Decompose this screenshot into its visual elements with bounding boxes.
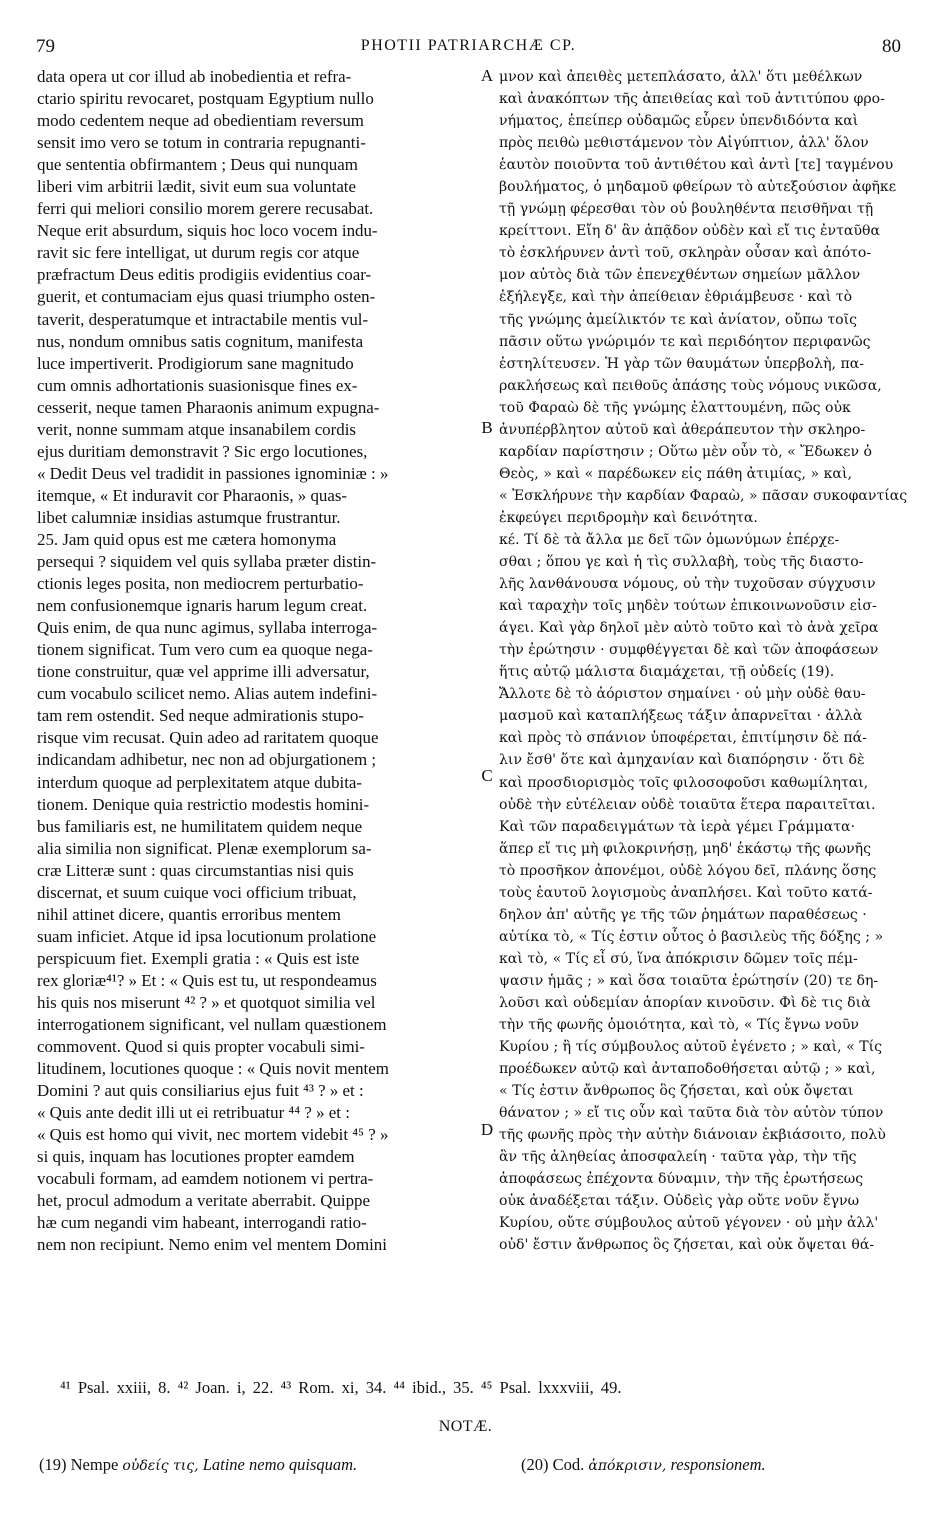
note-19-greek: οὐδείς τις, xyxy=(122,1458,199,1474)
running-title: PHOTII PATRIARCHÆ CP. xyxy=(360,37,577,54)
latin-text-line: ctario spiritu revocaret, postquam Egyptium nullo xyxy=(37,89,374,109)
latin-text-line: Neque erit absurdum, siquis hoc loco vocem indu- xyxy=(37,221,378,241)
latin-text-line: discernat, et suum cuique voci officium tribuat, xyxy=(37,882,357,902)
latin-text-line: nem confusionemque ignaris harum legum creat. xyxy=(37,596,368,616)
latin-text-line: tione construitur, quæ vel apprime illi adversatur, xyxy=(37,662,370,682)
latin-text-line: sensit imo vero se totum in contraria repugnanti- xyxy=(37,133,366,153)
greek-text-line: ἐκφεύγει περιδρομὴν καὶ δεινότητα. xyxy=(499,509,758,526)
greek-text-line: ἀνυπέρβλητον αὐτοῦ καὶ ἀθεράπευτον τὴν σκληρο- xyxy=(499,421,866,438)
greek-text-line: τοῦ Φαραὼ δὲ τῆς γνώμης ἐλαττουμένη, πῶς οὐκ xyxy=(499,399,851,416)
greek-text-line: τῆς γνώμης ἀμείλικτόν τε καὶ ἀνίατον, οὔπω τοῖς xyxy=(499,311,858,328)
greek-text-line: τὸ προσῆκον ἀπονέμοι, οὐδὲ λόγου δεῖ, πλάνης ὅσης xyxy=(499,862,877,879)
greek-text-line: ἐξήλεγξε, καὶ τὴν ἀπείθειαν ἐθριάμβευσε · καὶ τὸ xyxy=(499,289,853,306)
latin-text-line: interdum quoque ad perplexitatem atque dubita- xyxy=(37,772,363,792)
latin-text-line: hæ cum negandi vim habeant, interrogandi ratio- xyxy=(37,1213,367,1233)
greek-text-line: οὐδὲ τὴν εὐτέλειαν οὐδὲ τοιαῦτα ἕτερα παραιτεῖται. xyxy=(499,796,876,813)
greek-text-line: οὐκ ἀναδέξεται τάξιν. Οὐδεὶς γὰρ οὔτε νοῦν ἔγνω xyxy=(499,1193,860,1210)
greek-text-line: ἀποφάσεως ἐπέχοντα δύναμιν, τὴν τῆς ἐρωτήσεως xyxy=(499,1171,864,1188)
greek-text-line: προέδωκεν αὐτῷ καὶ ἀνταποδοθήσεται αὐτῷ ; » καὶ, xyxy=(499,1061,876,1078)
greek-text-line: τὸ ἐσκλήρυνεν ἀντὶ τοῦ, σκληρὰν οὖσαν καὶ ἀπότο- xyxy=(499,245,872,262)
greek-text-line: κρείττονι. Εἴη δ' ἂν ἀπᾷδον οὐδὲν καὶ εἴ τις ἐνταῦθα xyxy=(499,223,881,240)
latin-text-line: itemque, « Et induravit cor Pharaonis, » quas- xyxy=(37,485,348,505)
latin-text-line: ctionis leges posita, non mediocrem perturbatio- xyxy=(37,574,364,594)
greek-text-line: λῆς λανθάνουσα νόμους, οὐ τὴν τυχοῦσαν σύγχυσιν xyxy=(499,576,876,593)
latin-text-line: ravit sic fere intelligat, ut durum regis cor atque xyxy=(37,243,360,263)
greek-text-line: τοὺς ἑαυτοῦ λογισμοὺς ἀναπλήσει. Καὶ τοῦτο κατά- xyxy=(499,884,873,901)
greek-text-line: δηλον ἀπ' αὐτῆς γε τῆς τῶν ῥημάτων παραθέσεως · xyxy=(499,906,867,923)
latin-text-line: persequi ? siquidem vel quis syllaba præter distin- xyxy=(37,552,377,572)
latin-text-line: 25. Jam quid opus est me cætera homonyma xyxy=(37,529,337,549)
latin-column xyxy=(37,66,473,1257)
greek-text-line: Θεὸς, » καὶ « παρέδωκεν εἰς πάθη ἀτιμίας, » καὶ, xyxy=(499,465,852,482)
latin-text-line: data opera ut cor illud ab inobedientia et refra- xyxy=(37,67,352,86)
greek-text-line: μον αὐτὸς διὰ τῶν ἐπενεχθέντων σημείων μᾶλλον xyxy=(499,267,861,284)
latin-text-line: commovent. Quod si quis propter vocabuli simi- xyxy=(37,1037,365,1057)
note-19-prefix: (19) Nempe xyxy=(39,1455,123,1474)
greek-text-line: θάνατον ; » εἴ τις οὖν καὶ ταῦτα διὰ τὸν αὐτὸν τύπον xyxy=(499,1105,884,1122)
greek-text-line: βουλήματος, ὁ μηδαμοῦ φθείρων τὸ αὐτεξούσιον ἀφῆκε xyxy=(499,179,897,196)
latin-text-line: tionem. Denique quia restrictio modestis homini- xyxy=(37,794,370,814)
latin-text-line: interrogationem significant, vel nullam quæstionem xyxy=(37,1015,387,1035)
latin-text-line: modo cedentem neque ad obedientiam reversum xyxy=(37,111,364,131)
note-20-prefix: (20) Cod. xyxy=(521,1455,589,1474)
greek-text-line: καὶ προσδιορισμὸς τοῖς φιλοσοφοῦσι καθωμίληται, xyxy=(499,774,869,791)
note-19-latin: Latine nemo quisquam. xyxy=(198,1455,358,1474)
latin-text-line: litudinem, locutiones quoque : « Quis novit mentem xyxy=(37,1059,389,1079)
latin-text-line: « Dedit Deus vel tradidit in passiones ignominiæ : » xyxy=(37,463,389,483)
latin-text-line: alia similia non significat. Plenæ exemplorum sa- xyxy=(37,838,372,858)
latin-text-line: præfractum Deus editis prodigiis evidentius coar- xyxy=(37,265,372,285)
latin-text-line: liberi vim arbitrii lædit, sivit eum sua voluntate xyxy=(37,177,357,197)
note-20-greek: ἀπόκρισιν, xyxy=(588,1458,667,1474)
latin-text-line: het, procul admodum a veritate aberrabit. Quippe xyxy=(37,1191,370,1211)
greek-text-line: καρδίαν παρίστησιν ; Οὕτω μὲν οὖν τὸ, « Ἔδωκεν ὁ xyxy=(499,443,873,460)
notae-heading: NOTÆ. xyxy=(438,1418,493,1435)
greek-text-line: ἑαυτὸν ποιοῦντα τοῦ ἀντιθέτου καὶ ἀντὶ [τε] ταγμένου xyxy=(499,157,894,174)
greek-text-line: μασμοῦ καὶ καταπλήξεως τάξιν ἀπαρνεῖται · ἀλλὰ xyxy=(499,708,863,725)
margin-mark-d: D xyxy=(480,1120,494,1139)
greek-text-line: οὐδ' ἔστιν ἄνθρωπος ὃς ζήσεται, καὶ οὐκ ὄψεται θά- xyxy=(499,1237,875,1254)
page-number-left: 79 xyxy=(36,36,55,57)
latin-text-line: guerit, et contumaciam ejus quasi triumpho osten- xyxy=(37,287,376,307)
margin-mark-c: C xyxy=(481,766,493,785)
greek-text-line: τὴν ἐρώτησιν · συμφθέγγεται δὲ καὶ τῶν ἀποφάσεων xyxy=(499,642,879,659)
latin-text-line: luce impertiverit. Prodigiorum sane magnitudo xyxy=(37,353,354,373)
greek-text-line: καὶ ταραχὴν τοῖς μηδὲν τούτων ἐπικοινωνοῦσιν εἰσ- xyxy=(499,598,877,615)
latin-text-line: que sententia obfirmantem ; Deus qui nunquam xyxy=(37,155,358,175)
latin-text-line: perspicuum fiet. Exempli gratia : « Quis est iste xyxy=(37,948,360,968)
greek-text-line: κέ. Τί δὲ τὰ ἄλλα με δεῖ τῶν ὁμωνύμων ἐπέρχε- xyxy=(499,531,840,548)
latin-text-line: bus familiaris est, ne humilitatem quidem neque xyxy=(37,816,363,836)
latin-text-line: Quis enim, de qua nunc agimus, syllaba interroga- xyxy=(37,618,378,638)
latin-text-line: his quis nos miserunt ⁴² ? » et quotquot similia vel xyxy=(37,992,376,1012)
greek-text-line: ἂν τῆς ἀληθείας ἀποσφαλείη · ταῦτα γὰρ, τὴν τῆς xyxy=(499,1149,857,1166)
latin-text-line: rex gloriæ⁴¹? » Et : « Quis est tu, ut respondeamus xyxy=(37,970,377,990)
latin-text-line: Domini ? aut quis consiliarius ejus fuit ⁴³ ? » et : xyxy=(37,1081,364,1101)
running-header xyxy=(36,36,901,58)
greek-text-line: λοῦσι καὶ οὐδεμίαν ἀπορίαν κινοῦσιν. Φὶ δὲ τις διὰ xyxy=(499,994,871,1011)
latin-text-line: si quis, inquam has locutiones propter eamdem xyxy=(37,1147,355,1167)
greek-text-line: καὶ πρὸς τὸ σπάνιον ὑποφέρεται, ἐπιτίμησιν δὲ πά- xyxy=(499,730,867,747)
greek-text-line: τῇ γνώμῃ φέρεσθαι τὸν οὐ βουληθέντα πεισθῆναι τῇ xyxy=(499,201,874,218)
greek-text-line: ρακλήσεως καὶ πειθοῦς ἁπάσης τοὺς νόμους νικῶσα, xyxy=(499,377,882,394)
greek-text-line: « Ἐσκλήρυνε τὴν καρδίαν Φαραὼ, » πᾶσαν συκοφαντίας xyxy=(499,487,908,504)
greek-text-line: Ἄλλοτε δὲ τὸ ἀόριστον σημαίνει · οὐ μὴν οὐδὲ θαυ- xyxy=(499,686,866,703)
greek-text-line: άγει. Καὶ γὰρ δηλοῖ μὲν αὐτὸ τοῦτο καὶ τὸ ἀνὰ χεῖρα xyxy=(499,620,879,637)
greek-text-line: μνον καὶ ἀπειθὲς μετεπλάσατο, ἀλλ' ὅτι μεθέλκων xyxy=(499,69,863,85)
latin-text-line: nem non recipiunt. Nemo enim vel mentem Domini xyxy=(37,1235,387,1255)
greek-text-line: καὶ τὸ, « Τίς εἶ σύ, ἵνα ἀπόκρισιν δῶμεν τοῖς πέμ- xyxy=(499,950,858,967)
greek-text-line: τὴν τῆς φωνῆς ὁμοιότητα, καὶ τὸ, « Τίς ἔγνω νοῦν xyxy=(499,1017,859,1034)
margin-mark-a: A xyxy=(480,66,494,85)
greek-text-line: αὐτίκα τὸ, « Τίς ἐστιν οὗτος ὁ βασιλεὺς τῆς δόξης ; » xyxy=(499,928,884,945)
greek-text-line: ἥτις αὐτῷ μάλιστα διαμάχεται, τῇ οὐδείς (19). xyxy=(499,664,835,681)
latin-text-line: cum omnis adhortationis suasionisque fines ex- xyxy=(37,375,358,395)
note-20 xyxy=(521,1455,766,1475)
greek-text-line: καὶ ἀνακόπτων τῆς ἀπειθείας καὶ τοῦ ἀντιτύπου φρο- xyxy=(499,91,885,108)
greek-text-line: « Τίς ἐστιν ἄνθρωπος ὃς ζήσεται, καὶ οὐκ ὄψεται xyxy=(499,1083,854,1100)
greek-text-line: πρὸς πειθὼ μεθιστάμενον τὸν Αἰγύπτιον, ἀλλ' ὅλον xyxy=(499,135,869,152)
latin-text-line: nihil attinet dicere, quantis erroribus mentem xyxy=(37,904,341,924)
greek-text-line: πᾶσιν οὕτω γνώριμόν τε καὶ περιδόητον περιφανῶς xyxy=(499,333,871,350)
greek-column xyxy=(499,66,916,1257)
note-19 xyxy=(39,1455,357,1475)
latin-text-line: verit, nonne summam atque insanabilem cordis xyxy=(37,419,356,439)
latin-text-line: tam rem ostendit. Sed neque admirationis stupo- xyxy=(37,706,364,726)
greek-text-line: λιν ἔσθ' ὅτε καὶ ἀμηχανίαν καὶ διαπόρησιν · ὅτι δὲ xyxy=(499,752,865,769)
latin-text-line: « Quis est homo qui vivit, nec mortem videbit ⁴⁵ ? » xyxy=(37,1125,389,1145)
greek-text-line: ψασιν ἡμᾶς ; » καὶ ὅσα τοιαῦτα ἐρώτησίν (20) τε δη- xyxy=(499,972,879,989)
latin-text-line: cesserit, neque tamen Pharaonis animum expugna- xyxy=(37,397,380,417)
greek-text-line: τῆς φωνῆς πρὸς τὴν αὐτὴν διάνοιαν ἐκβιάσοιτο, πολὺ xyxy=(499,1127,886,1144)
greek-text-line: ἅπερ εἴ τις μὴ φιλοκρινήσῃ, μηδ' ἑκάστῳ τῆς φωνῆς xyxy=(499,840,872,857)
latin-text-line: libet calumniæ insidias astumque frustrantur. xyxy=(37,507,341,527)
greek-text-line: Κυρίου, οὔτε σύμβουλος αὐτοῦ γέγονεν · οὐ μὴν ἀλλ' xyxy=(499,1215,879,1232)
latin-text-line: ferri qui meliori consilio morem gerere recusabat. xyxy=(37,199,374,219)
latin-text-line: tionem significat. Tum vero cum ea quoque nega- xyxy=(37,640,373,660)
latin-text-line: taverit, desperatumque et intractabile mentis vul- xyxy=(37,309,369,329)
latin-text-line: vocabuli formam, ad eamdem notionem vi pertra- xyxy=(37,1169,374,1189)
greek-text-line: σθαι ; ὅπου γε καὶ ἡ τὶς συλλαβὴ, τοὺς τῆς διαστο- xyxy=(499,554,864,571)
greek-text-line: νήματος, ἐπείπερ οὐδαμῶς εὗρεν ὑπενδιδόντα καὶ xyxy=(499,113,859,130)
greek-text-line: Κυρίου ; ἢ τίς σύμβουλος αὐτοῦ ἐγένετο ; » καὶ, « Τίς xyxy=(499,1039,883,1056)
scripture-footnotes: ⁴¹ Psal. xxiii, 8. ⁴² Joan. i, 22. ⁴³ Rom. xi, 34. ⁴⁴ ibid., 35. ⁴⁵ Psal. lxxxviii, 49. xyxy=(60,1378,622,1397)
latin-text-line: ejus duritiam demonstravit ? Sic ergo locutiones, xyxy=(37,441,368,461)
latin-text-line: cum vocabulo scilicet nemo. Alias autem indefini- xyxy=(37,684,378,704)
greek-text-line: Καὶ τῶν παραδειγμάτων τὰ ἱερὰ γέμει Γράμματα· xyxy=(499,818,856,835)
note-20-latin: responsionem. xyxy=(666,1455,766,1474)
latin-text-line: « Quis ante dedit illi ut ei retribuatur ⁴⁴ ? » et : xyxy=(37,1103,350,1123)
latin-text-line: cræ Litteræ sunt : quas circumstantias nisi quis xyxy=(37,860,354,880)
greek-text-line: ἐστηλίτευσεν. Ἡ γὰρ τῶν θαυμάτων ὑπερβολὴ, πα- xyxy=(499,355,865,372)
latin-text-line: nus, nondum omnibus satis cognitum, manifesta xyxy=(37,331,364,351)
latin-text-line: suam inficiet. Atque id ipsa locutionum prolatione xyxy=(37,926,377,946)
latin-text-line: risque vim recusat. Quin adeo ad raritatem quoque xyxy=(37,728,379,748)
margin-mark-b: B xyxy=(481,418,493,437)
latin-text-line: indicandam adhibetur, nec non ad objurgationem ; xyxy=(37,750,377,770)
page-number-right: 80 xyxy=(882,36,901,57)
